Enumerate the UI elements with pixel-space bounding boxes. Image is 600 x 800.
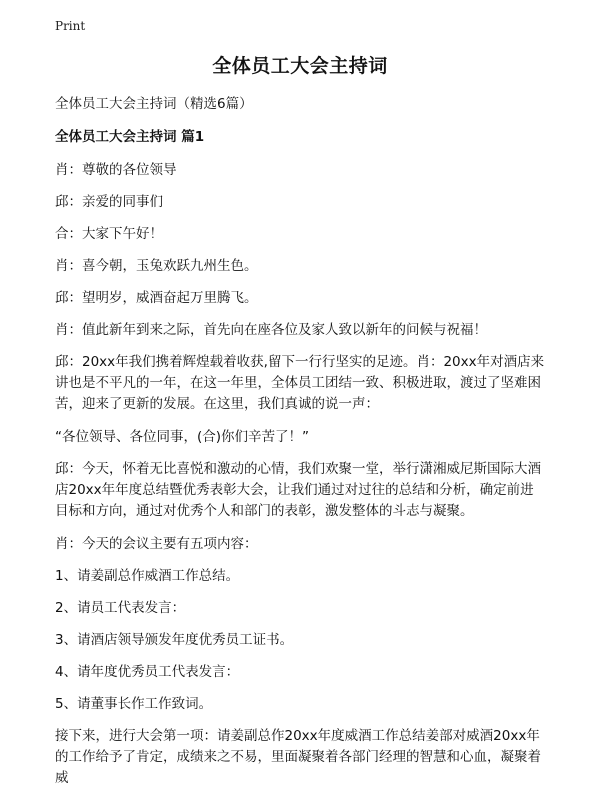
print-link[interactable]: Print xyxy=(55,19,86,33)
document-title: 全体员工大会主持词 xyxy=(212,55,388,77)
paragraph: 邱：望明岁，威酒奋起万里腾飞。 xyxy=(55,290,258,306)
paragraph: 邱：20xx年我们携着辉煌载着收获,留下一行行坚实的足迹。肖：20xx年对酒店来讲也是不平凡的一年，在这一年里，全体员工团结一致、积极进取，渡过了坚难困苦，迎来了更新的发展。在这里，我们真诚的说一声： xyxy=(55,354,545,412)
paragraph: 合：大家下午好！ xyxy=(55,226,163,242)
list-item: 3、请酒店领导颁发年度优秀员工证书。 xyxy=(55,632,294,648)
section-heading: 全体员工大会主持词 篇1 xyxy=(55,129,205,145)
paragraph: “各位领导、各位同事，(合)你们辛苦了！” xyxy=(55,429,310,445)
list-item: 5、请董事长作工作致词。 xyxy=(55,696,213,712)
paragraph: 肖：值此新年到来之际，首先向在座各位及家人致以新年的问候与祝福！ xyxy=(55,322,487,338)
paragraph: 肖：尊敬的各位领导 xyxy=(55,162,177,178)
document-subtitle: 全体员工大会主持词（精选6篇） xyxy=(55,96,253,112)
document-body xyxy=(55,52,545,800)
paragraph: 肖：喜今朝，玉兔欢跃九州生色。 xyxy=(55,258,258,274)
list-item: 1、请姜副总作威酒工作总结。 xyxy=(55,568,240,584)
paragraph: 邱：今天，怀着无比喜悦和激动的心情，我们欢聚一堂，举行潇湘威尼斯国际大酒店20xx年年度总结暨优秀表彰大会，让我们通过对过往的总结和分析，确定前进目标和方向，通过对优秀个人和部门的表彰，激发整体的斗志与凝聚。 xyxy=(55,461,541,519)
list-item: 4、请年度优秀员工代表发言： xyxy=(55,664,240,680)
paragraph: 接下来，进行大会第一项：请姜副总作20xx年度威酒工作总结姜部对威酒20xx年的工作给予了肯定，成绩来之不易，里面凝聚着各部门经理的智慧和心血，凝聚着威 xyxy=(55,728,541,786)
paragraph: 肖：今天的会议主要有五项内容： xyxy=(55,536,258,552)
list-item: 2、请员工代表发言： xyxy=(55,600,186,616)
paragraph: 邱：亲爱的同事们 xyxy=(55,194,163,210)
